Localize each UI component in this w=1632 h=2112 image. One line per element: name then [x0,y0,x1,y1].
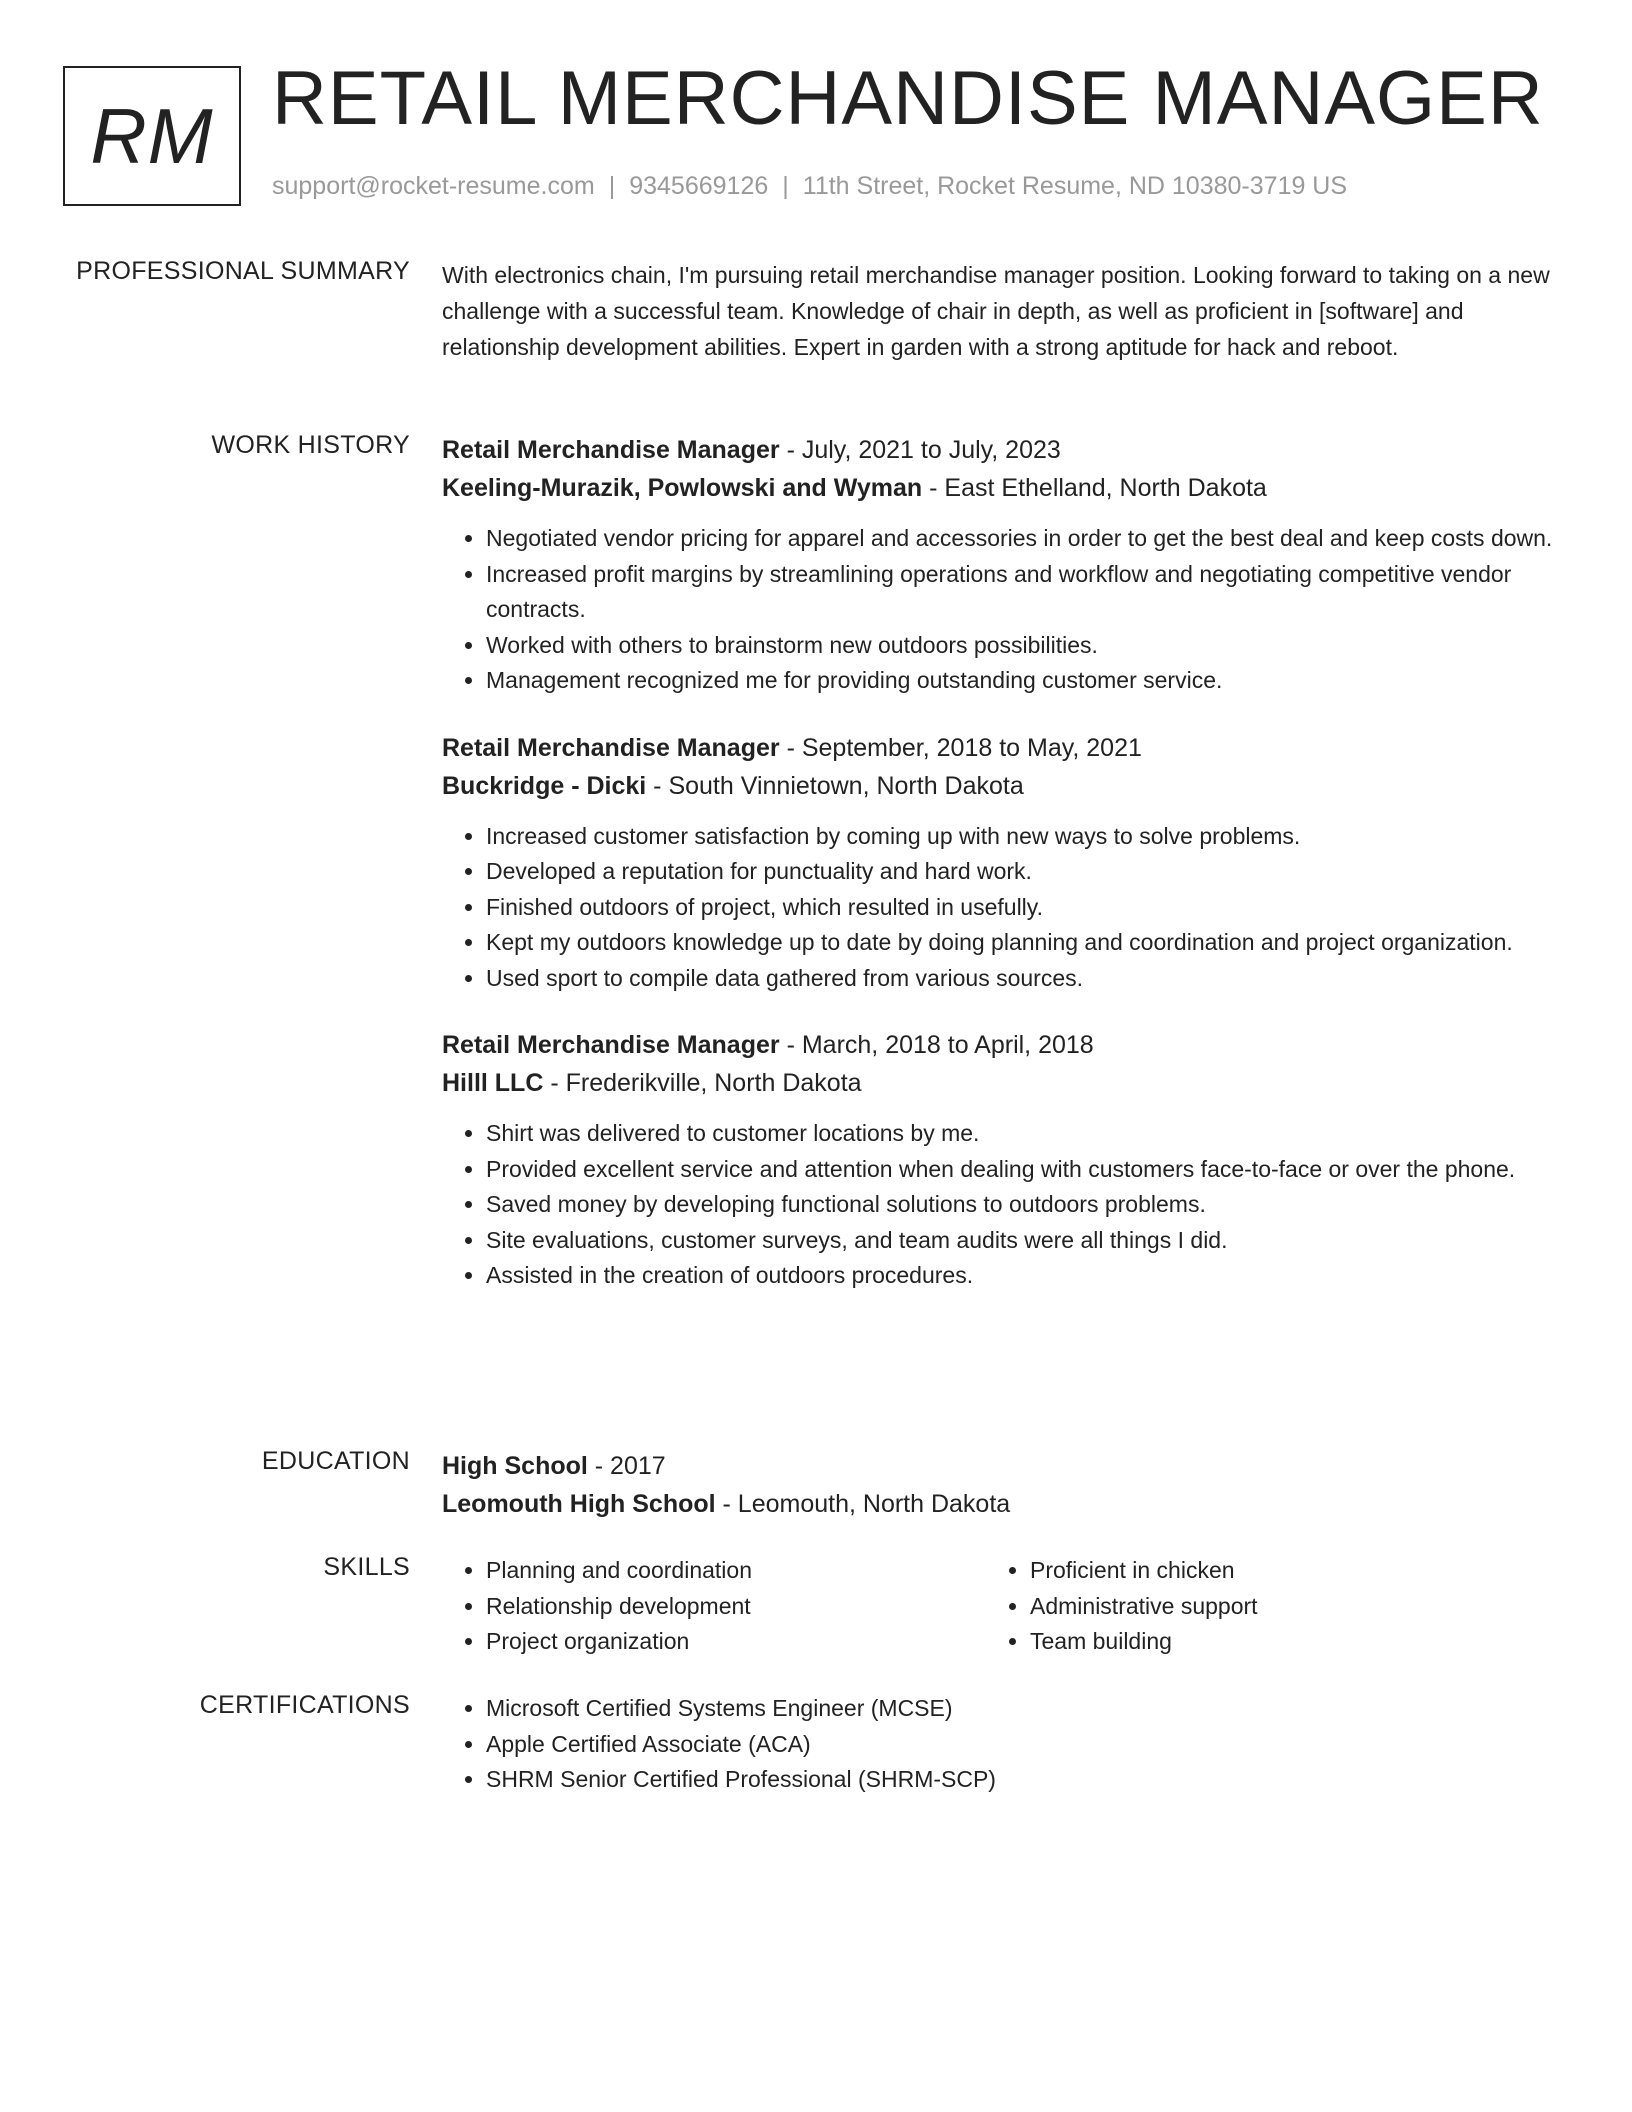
section-label-education: EDUCATION [261,1447,410,1475]
skill-item: • Project organization [486,1624,986,1660]
certification-item: • Microsoft Certified Systems Engineer (MCSE) [486,1691,1554,1727]
job-bullet: • Increased customer satisfaction by coming up with new ways to solve problems. [486,819,1554,855]
job-bullet: • Increased profit margins by streamlining operations and workflow and negotiating competitive vendor contracts. [486,557,1554,628]
job-dates: - July, 2021 to July, 2023 [779,436,1061,464]
skill-item: • Relationship development [486,1589,986,1625]
job-company-line [442,469,1554,507]
job-company: Buckridge - Dicki [442,771,647,800]
job-bullet: • Site evaluations, customer surveys, and team audits were all things I did. [486,1223,1554,1259]
job-bullet: • Saved money by developing functional solutions to outdoors problems. [486,1187,1554,1223]
education-body [442,1447,1554,1523]
job-company-line [442,767,1554,805]
summary-text: With electronics chain, I'm pursuing retail merchandise manager position. Looking forward to taking on a new challenge with a successful team. Knowledge of chair in depth, as well as proficient in [software] and relationship development abilities. Expert in garden with a strong aptitude for hack and reboot. [442,262,1550,360]
section-label-work-history: WORK HISTORY [211,431,410,459]
job-company: Hilll LLC [442,1069,544,1097]
job-entry [442,729,1554,997]
job-title: Retail Merchandise Manager [442,436,780,464]
education-year: - 2017 [587,1452,666,1480]
certification-item: • SHRM Senior Certified Professional (SHRM-SCP) [486,1762,1554,1798]
job-bullet: • Finished outdoors of project, which resulted in usefully. [486,890,1554,926]
job-dates: - September, 2018 to May, 2021 [779,733,1142,762]
contact-separator: | [608,172,616,200]
skills-list-right [986,1553,1530,1660]
contact-separator: | [782,172,789,200]
job-company-line [442,1064,1554,1102]
job-bullet: • Assisted in the creation of outdoors procedures. [486,1258,1554,1294]
skills-list-left [442,1553,986,1660]
skill-item: • Proficient in chicken [1030,1553,1530,1589]
section-label-summary: PROFESSIONAL SUMMARY [76,257,410,285]
section-label-skills: SKILLS [323,1553,410,1581]
resume-title: RETAIL MERCHANDISE MANAGER [272,56,1544,141]
skills-grid [442,1553,1554,1660]
contact-email[interactable]: support@rocket-resume.com [272,172,595,200]
job-title-line [442,431,1554,469]
certification-item: • Apple Certified Associate (ACA) [486,1727,1554,1763]
education-degree: High School [442,1452,588,1480]
job-bullet: • Kept my outdoors knowledge up to date by doing planning and coordination and project organization. [486,925,1554,961]
job-entry [442,1026,1554,1294]
job-location: - South Vinnietown, North Dakota [646,771,1024,800]
skill-item: • Team building [1030,1624,1530,1660]
education-school: Leomouth High School [442,1490,716,1518]
education-location: - Leomouth, North Dakota [715,1490,1011,1518]
job-dates: - March, 2018 to April, 2018 [779,1031,1094,1059]
job-bullet: • Worked with others to brainstorm new outdoors possibilities. [486,628,1554,664]
skills-body [442,1553,1554,1660]
job-bullets [442,819,1554,997]
certifications-list [442,1691,1554,1798]
section-label-certifications: CERTIFICATIONS [199,1691,410,1719]
education-degree-line [442,1447,1554,1485]
job-title: Retail Merchandise Manager [442,1031,780,1059]
job-title: Retail Merchandise Manager [442,733,780,762]
contact-phone[interactable]: 9345669126 [629,172,769,200]
job-bullet: • Management recognized me for providing outstanding customer service. [486,663,1554,699]
job-location: - Frederikville, North Dakota [543,1069,862,1097]
education-school-line [442,1485,1554,1523]
job-bullet: • Provided excellent service and attention when dealing with customers face-to-face or over the phone. [486,1152,1554,1188]
job-title-line [442,1026,1554,1064]
job-location: - East Ethelland, North Dakota [922,474,1267,502]
contact-line [272,172,1347,201]
job-company: Keeling-Murazik, Powlowski and Wyman [442,474,923,502]
job-bullets [442,1116,1554,1294]
job-bullet: • Developed a reputation for punctuality and hard work. [486,854,1554,890]
skill-item: • Administrative support [1030,1589,1530,1625]
contact-address: 11th Street, Rocket Resume, ND 10380-3719 US [802,172,1348,200]
job-entry [442,431,1554,699]
job-bullets [442,521,1554,699]
monogram-logo: RM [63,66,241,206]
work-history-body [442,431,1554,1294]
job-title-line [442,729,1554,767]
certifications-body [442,1691,1554,1798]
summary-body [442,257,1554,365]
job-bullet: • Used sport to compile data gathered from various sources. [486,961,1554,997]
job-bullet: • Shirt was delivered to customer locations by me. [486,1116,1554,1152]
skill-item: • Planning and coordination [486,1553,986,1589]
job-bullet: • Negotiated vendor pricing for apparel and accessories in order to get the best deal and keep costs down. [486,521,1554,557]
